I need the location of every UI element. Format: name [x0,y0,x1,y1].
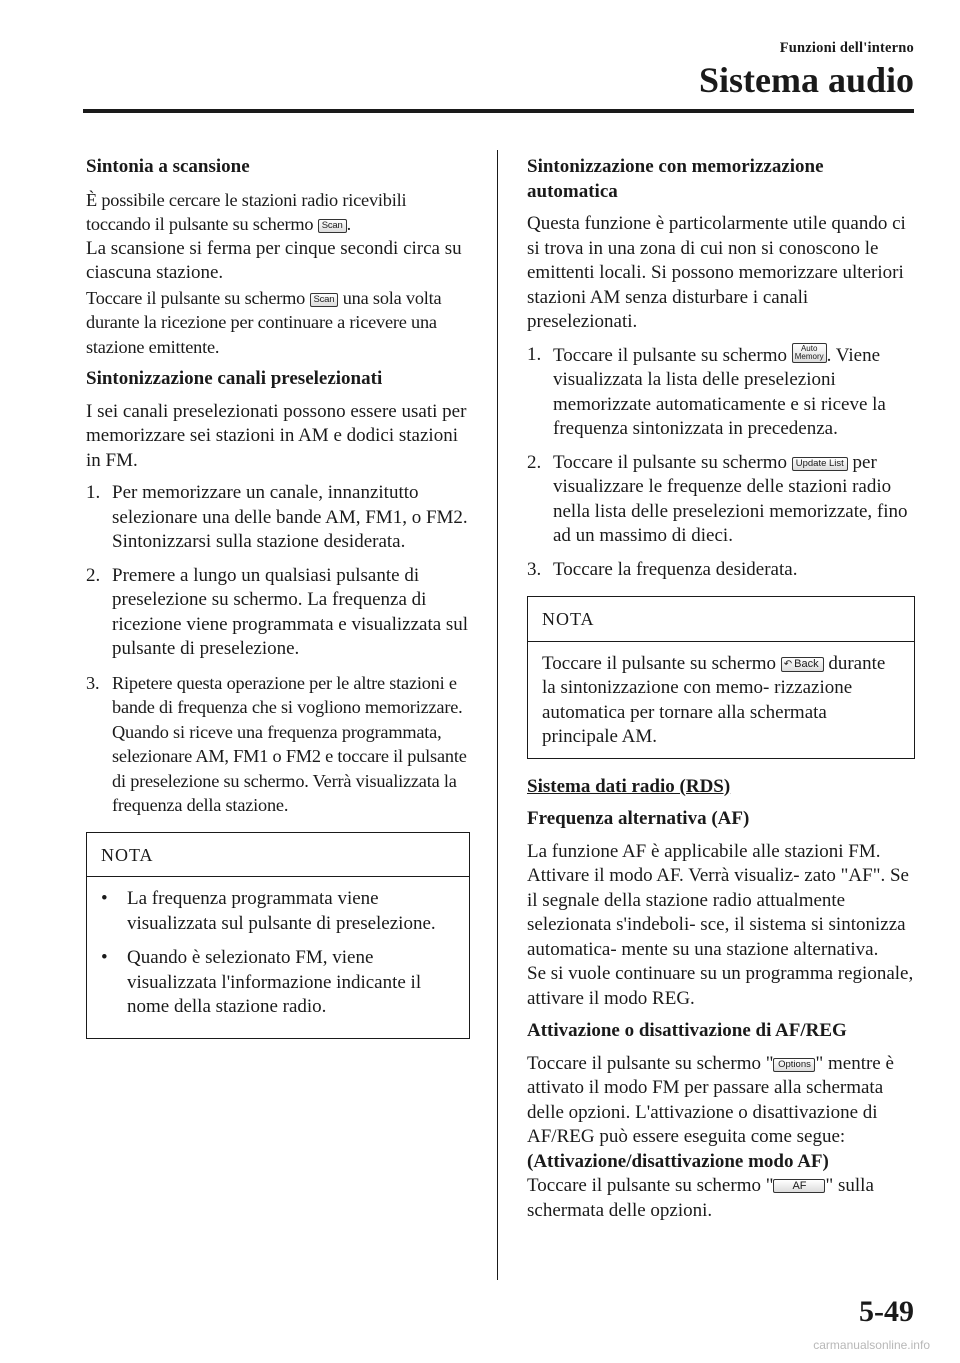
af-mode-heading: (Attivazione/disattivazione modo AF) [527,1150,829,1172]
update-list-button-icon: Update List [792,457,848,471]
page-number: 5-49 [859,1295,914,1328]
af-button-icon: AF [773,1179,825,1193]
list-item: • Quando è selezionato FM, viene visualizzata l'informazione indicante il nome della stazione radio. [101,947,422,1017]
af-paragraph-1: La funzione AF è applicabile alle stazioni FM. Attivare il modo AF. Verrà visualiz- zato "AF". Se il segnale della stazione radio attualmente selezionata s'indeboli- sce, il sistema si sintonizza automatica- mente su una stazione alternativa. [527,840,909,960]
preset-intro: I sei canali preselezionati possono essere usati per memorizzare sei stazioni in AM e dodici stazioni in FM. [86,400,467,471]
watermark: carmanualsonline.info [813,1338,930,1352]
scan-paragraph-2: La scansione si ferma per cinque secondi circa su ciascuna stazione. [86,237,462,283]
back-button-icon: ↶ Back [781,657,824,672]
preset-heading: Sintonizzazione canali preselezionati [86,368,383,389]
scan-heading: Sintonia a scansione [86,156,250,177]
note-title: NOTA [87,833,469,878]
options-button-icon: Options [773,1058,815,1072]
af-reg-paragraph: Toccare il pulsante su schermo " Options " mentre è attivato il modo FM per passare alla schermata delle opzioni. L'attivazione o disattivazione di AF/REG può essere eseguita come segue: [527,1052,894,1147]
note-title: NOTA [528,597,914,642]
auto-memory-button-icon: Auto Memory [792,343,827,363]
af-mode-paragraph: Toccare il pulsante su schermo " AF " sulla schermata delle opzioni. [527,1175,874,1221]
header-rule [83,109,914,113]
auto-memory-intro: Questa funzione è particolarmente utile quando ci si trova in una zona di cui non si conoscono le emittenti locali. Si possono memorizzare ulteriori stazioni AM senza disturbare i canali preselezionati. [527,213,906,332]
bullet-icon: • [101,888,108,909]
preset-steps [86,481,470,818]
scan-paragraph-3: Toccare il pulsante su schermo Scan una sola volta durante la ricezione per continuare a ricevere una stazione emittente. [86,287,442,357]
rds-heading: Sistema dati radio (RDS) [527,775,731,797]
list-item: 1. Per memorizzare un canale, innanzitutto selezionare una delle bande AM, FM1, o FM2. Sintonizzarsi sulla stazione desiderata. [86,482,468,552]
auto-memory-heading: Sintonizzazione con memorizzazione automatica [527,156,824,202]
list-item: 1. Toccare il pulsante su schermo Auto Memory . Viene visualizzata la lista delle preselezioni memorizzate automaticamente e si riceve la frequenza sintonizzata in precedenza. [527,343,886,439]
note-text: Toccare il pulsante su schermo ↶ Back durante la sintonizzazione con memo- rizzazione automatica per tornare alla schermata principale AM. [542,652,886,747]
section-label: Funzioni dell'interno [779,40,914,56]
af-heading: Frequenza alternativa (AF) [527,808,750,829]
list-item: 2. Toccare il pulsante su schermo Update List per visualizzare le frequenze delle stazioni radio nella lista delle preselezioni memorizzate, fino ad un massimo di dieci. [527,451,908,546]
right-column [527,155,915,1231]
scan-paragraph-1: È possibile cercare le stazioni radio ricevibili toccando il pulsante su schermo Scan . [86,189,407,234]
list-item: 3. Toccare la frequenza desiderata. [527,558,798,580]
bullet-icon: • [101,947,108,968]
list-item: 3. Ripetere questa operazione per le altre stazioni e bande di frequenza che si vogliono memorizzare. Quando si riceve una frequenza programmata, selezionare AM, FM1 o FM2 e toccare il pulsante di preselezione su schermo. Verrà visualizzata la frequenza della stazione. [86,672,467,815]
left-column [86,155,470,1055]
scan-button-icon: Scan [318,219,347,233]
back-arrow-icon: ↶ [783,658,793,670]
af-reg-heading: Attivazione o disattivazione di AF/REG [527,1020,847,1041]
page-title: Sistema audio [698,60,914,100]
auto-memory-steps [527,343,915,583]
list-item: 2. Premere a lungo un qualsiasi pulsante di preselezione su schermo. La frequenza di ricezione viene programmata e visualizzata sul pulsante di preselezione. [86,564,469,659]
note-box [527,596,915,759]
column-divider [497,150,498,1280]
note-box [86,832,470,1039]
list-item: • La frequenza programmata viene visualizzata sul pulsante di preselezione. [101,888,436,934]
af-paragraph-2: Se si vuole continuare su un programma regionale, attivare il modo REG. [527,963,914,1009]
scan-button-icon: Scan [310,293,339,307]
